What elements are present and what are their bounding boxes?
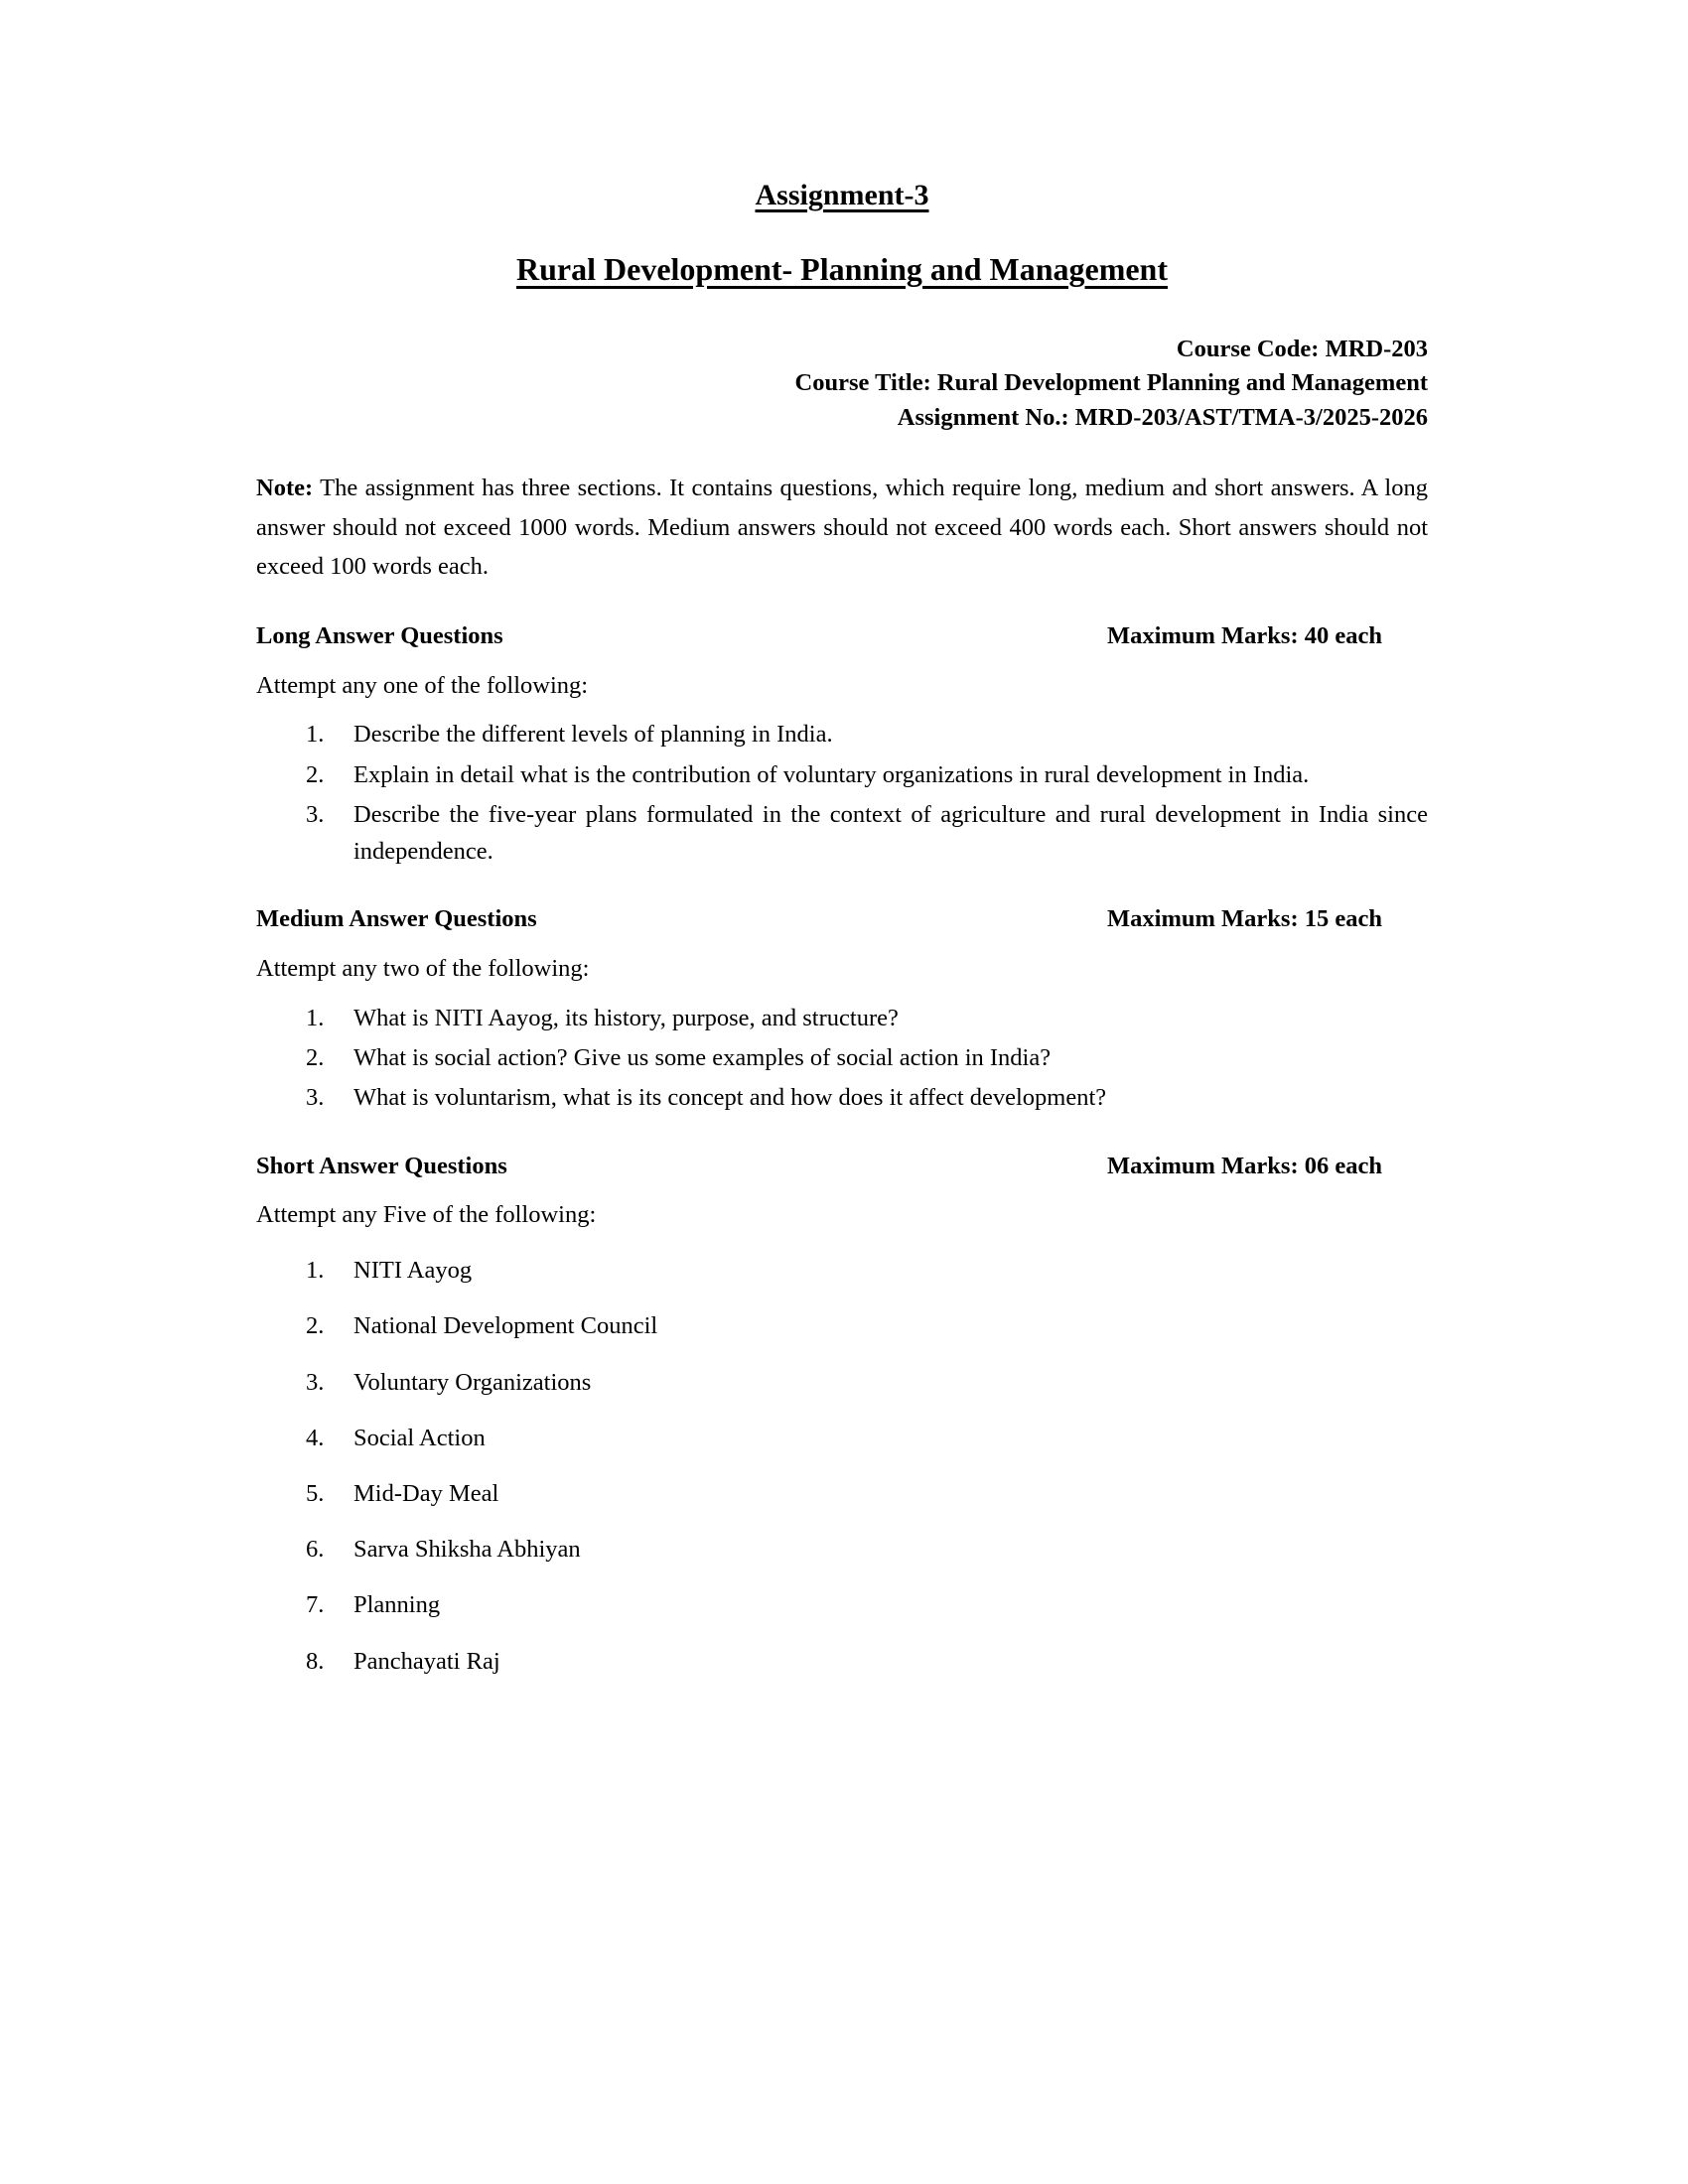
short-answer-question-list bbox=[256, 1252, 1428, 1680]
section-medium-attempt: Attempt any two of the following: bbox=[256, 955, 590, 983]
assignment-number: Assignment No.: MRD-203/AST/TMA-3/2025-2026 bbox=[897, 404, 1428, 432]
course-title: Course Title: Rural Development Planning and Management bbox=[794, 369, 1428, 397]
long-answer-question-list bbox=[256, 716, 1428, 870]
list-item: Describe the different levels of planning in India. bbox=[353, 721, 833, 749]
note-paragraph bbox=[256, 469, 1428, 587]
list-item: Explain in detail what is the contribution of voluntary organizations in rural development in India. bbox=[353, 760, 1310, 788]
document-body bbox=[256, 177, 1428, 1699]
page-subtitle-text: Rural Development- Planning and Management bbox=[516, 250, 1168, 287]
course-code: Course Code: MRD-203 bbox=[1176, 335, 1428, 362]
note-label: Note: bbox=[256, 474, 314, 501]
section-medium-answer bbox=[256, 901, 1428, 1116]
page-subtitle bbox=[256, 249, 1428, 289]
list-item: Planning bbox=[353, 1591, 441, 1619]
list-item: What is voluntarism, what is its concept and how does it affect development? bbox=[353, 1084, 1107, 1112]
section-long-heading: Long Answer Questions bbox=[256, 621, 503, 649]
course-meta-block bbox=[256, 333, 1428, 436]
list-item: National Development Council bbox=[353, 1312, 658, 1340]
medium-answer-question-list bbox=[256, 1000, 1428, 1117]
list-item: Panchayati Raj bbox=[353, 1647, 500, 1675]
section-medium-marks: Maximum Marks: 15 each bbox=[1107, 905, 1382, 933]
section-short-heading: Short Answer Questions bbox=[256, 1152, 507, 1179]
list-item: Voluntary Organizations bbox=[353, 1368, 592, 1396]
list-item: Social Action bbox=[353, 1424, 486, 1451]
section-medium-heading: Medium Answer Questions bbox=[256, 905, 537, 933]
section-long-answer bbox=[256, 618, 1428, 870]
section-short-answer bbox=[256, 1149, 1428, 1680]
section-short-header bbox=[256, 1149, 1428, 1185]
list-item: NITI Aayog bbox=[353, 1257, 473, 1285]
list-item: Describe the five-year plans formulated in the context of agriculture and rural development in India since independence. bbox=[353, 800, 1428, 866]
section-short-attempt: Attempt any Five of the following: bbox=[256, 1201, 597, 1229]
note-text: The assignment has three sections. It contains questions, which require long, medium and short answers. A long answer should not exceed 1000 words. Medium answers should not exceed 400 words each. Short answers should not exceed 100 words each. bbox=[256, 474, 1428, 581]
list-item: What is social action? Give us some examples of social action in India? bbox=[353, 1044, 1052, 1072]
section-medium-header bbox=[256, 901, 1428, 938]
list-item: Sarva Shiksha Abhiyan bbox=[353, 1536, 581, 1564]
page-title bbox=[256, 177, 1428, 214]
section-long-attempt: Attempt any one of the following: bbox=[256, 671, 589, 699]
list-item: Mid-Day Meal bbox=[353, 1479, 499, 1507]
page-title-text: Assignment-3 bbox=[755, 179, 929, 211]
section-short-marks: Maximum Marks: 06 each bbox=[1107, 1152, 1382, 1179]
list-item: What is NITI Aayog, its history, purpose, and structure? bbox=[353, 1004, 899, 1031]
section-long-header bbox=[256, 618, 1428, 655]
section-long-marks: Maximum Marks: 40 each bbox=[1107, 621, 1382, 649]
